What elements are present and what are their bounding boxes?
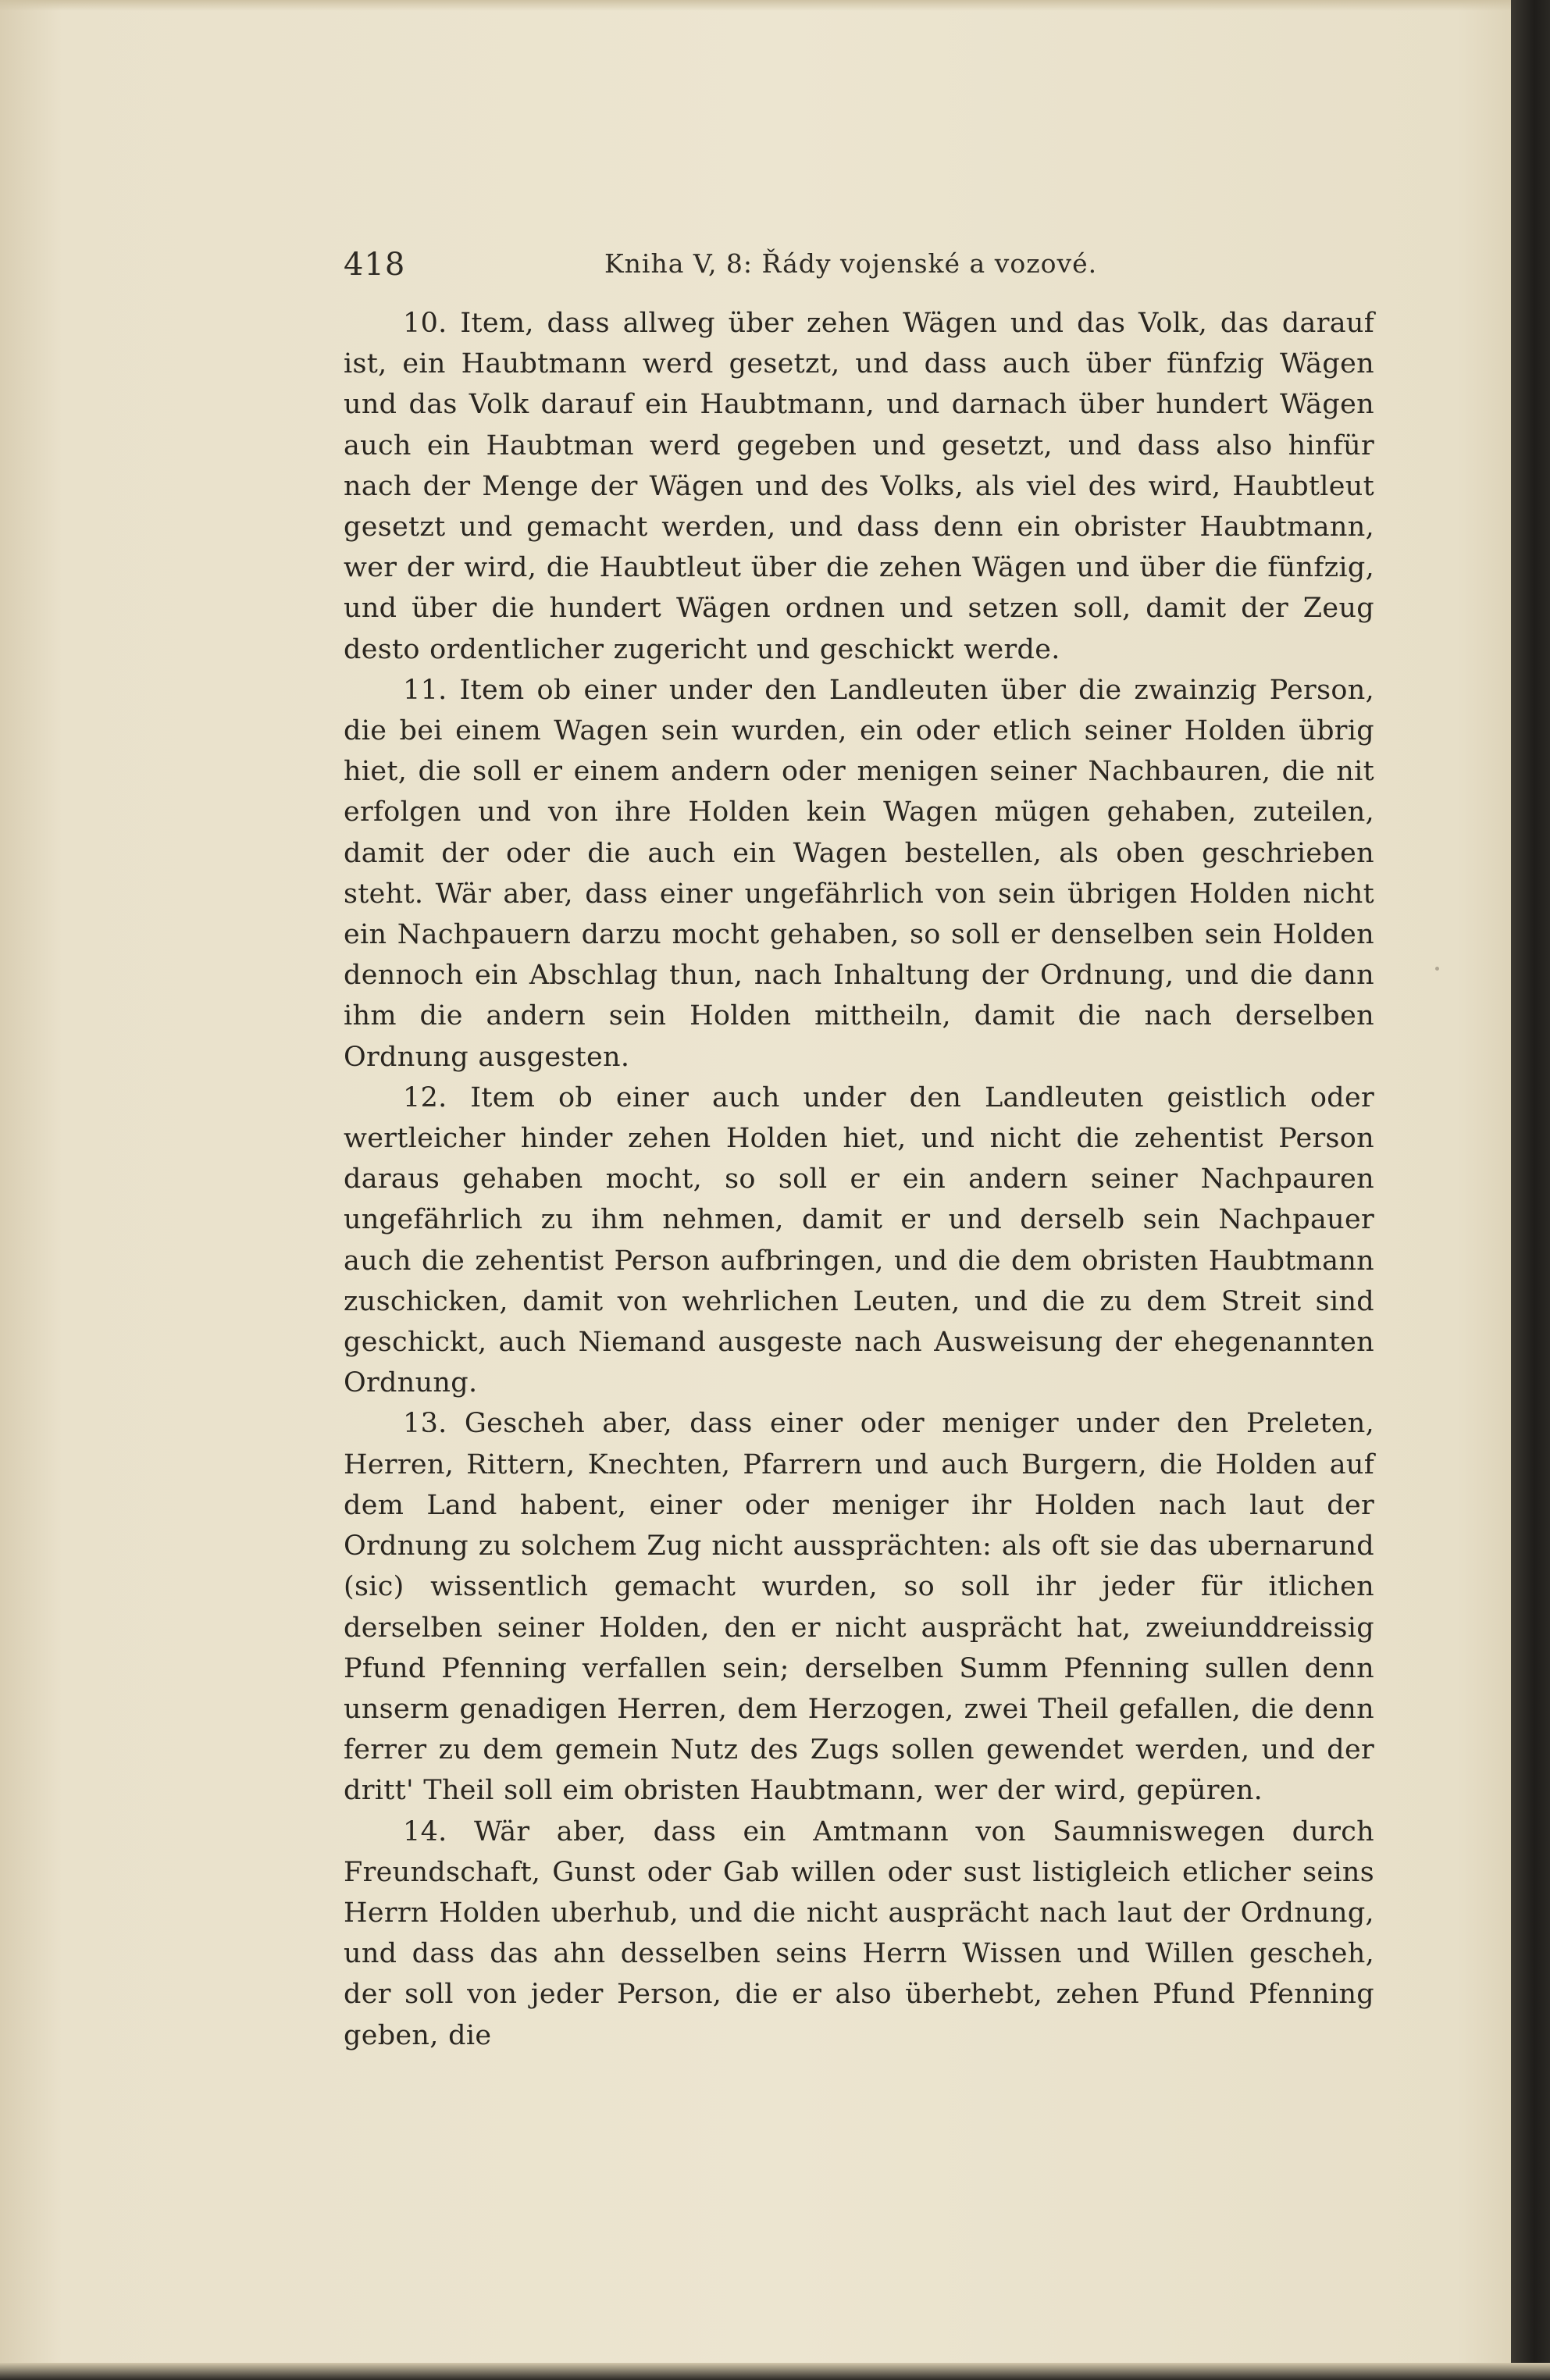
page-number: 418 [344,247,406,283]
paper-speck [1435,967,1439,971]
body-text [344,303,1374,2056]
paragraph-14: 14. Wär aber, dass ein Amtmann von Saumniswegen durch Freundschaft, Gunst oder Gab willen oder sust listigleich etlicher seins Herrn Holden uberhub, und die nicht ausprächt nach laut der Ordnung, und dass das ahn desselben seins Herrn Wissen und Willen gescheh, der soll von jeder Person, die er also überhebt, zehen Pfund Pfenning geben, die [344,1815,1374,2051]
paragraph-13: 13. Gescheh aber, dass einer oder meniger under den Preleten, Herren, Rittern, Knechten, Pfarrern und auch Burgern, die Holden auf dem Land habent, einer oder meniger ihr Holden nach laut der Ordnung zu solchem Zug nicht aussprächten: als oft sie das ubernarund (sic) wissentlich gemacht wurden, so soll ihr jeder für itlichen derselben seiner Holden, den er nicht ausprächt hat, zweiunddreissig Pfund Pfenning verfallen sein; derselben Summ Pfenning sullen denn unserm genadigen Herren, dem Herzogen, zwei Theil gefallen, die denn ferrer zu dem gemein Nutz des Zugs sollen gewendet werden, und der dritt' Theil soll eim obristen Haubtmann, wer der wird, gepüren. [344,1408,1374,1807]
paragraph-11: 11. Item ob einer under den Landleuten über die zwainzig Person, die bei einem Wagen sein wurden, ein oder etlich seiner Holden übrig hiet, die soll er einem andern oder menigen seiner Nachbauren, die nit erfolgen und von ihre Holden kein Wagen mügen gehaben, zuteilen, damit der oder die auch ein Wagen bestellen, als oben geschrieben steht. Wär aber, dass einer ungefährlich von sein übrigen Holden nicht ein Nachpauern darzu mocht gehaben, so soll er denselben sein Holden dennoch ein Abschlag thun, nach Inhaltung der Ordnung, und die dann ihm die andern sein Holden mittheiln, damit die nach derselben Ordnung ausgesten. [344,674,1374,1073]
paragraph-12: 12. Item ob einer auch under den Landleuten geistlich oder wertleicher hinder zehen Holden hiet, und nicht die zehentist Person daraus gehaben mocht, so soll er ein andern seiner Nachpauren ungefährlich zu ihm nehmen, damit er und derselb sein Nachpauer auch die zehentist Person aufbringen, und die dem obristen Haubtmann zuschicken, damit von wehrlichen Leuten, und die zu dem Streit sind geschickt, auch Niemand ausgeste nach Ausweisung der ehegenannten Ordnung. [344,1081,1374,1399]
running-title: Kniha V, 8: Řády vojenské a vozové. [604,248,1098,279]
running-header [344,234,1374,297]
book-binding-edge [1511,0,1550,2380]
page-top-edge [0,0,1550,11]
page-bottom-edge [0,2363,1550,2380]
paragraph-10: 10. Item, dass allweg über zehen Wägen und das Volk, das darauf ist, ein Haubtmann werd gesetzt, und dass auch über fünfzig Wägen und das Volk darauf ein Haubtmann, und darnach über hundert Wägen auch ein Haubtman werd gegeben und gesetzt, und dass also hinfür nach der Menge der Wägen und des Volks, als viel des wird, Haubtleut gesetzt und gemacht werden, und dass denn ein obrister Haubtmann, wer der wird, die Haubtleut über die zehen Wägen und über die fünfzig, und über die hundert Wägen ordnen und setzen soll, damit der Zeug desto ordentlicher zugericht und geschickt werde. [344,308,1374,665]
document-page [344,234,1374,2056]
